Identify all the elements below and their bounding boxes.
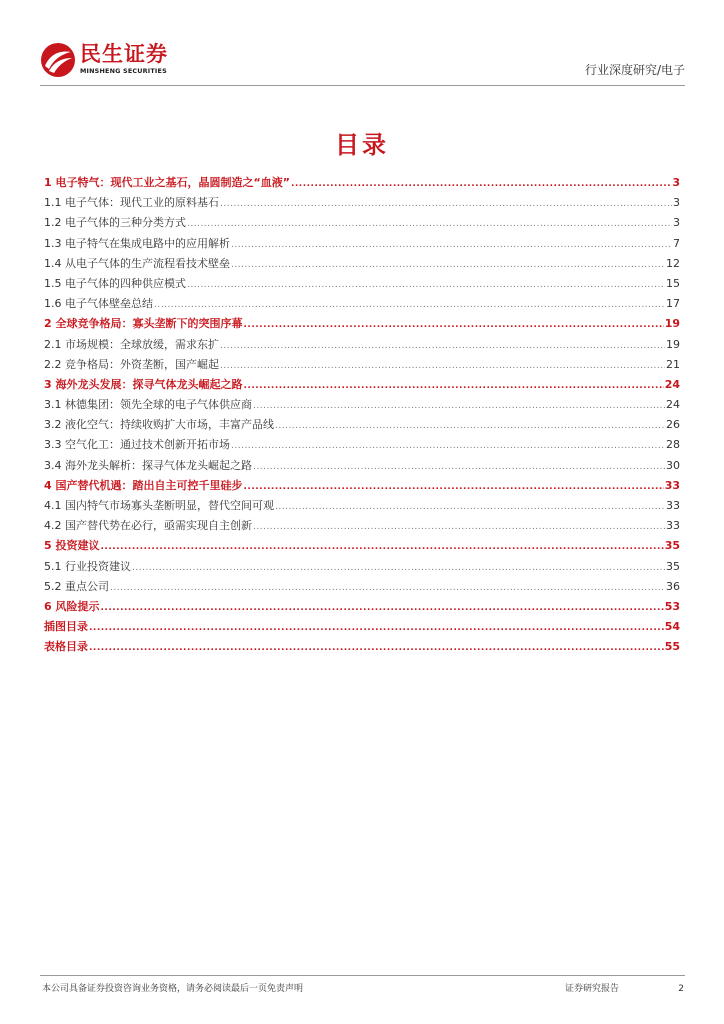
toc-entry-section[interactable] bbox=[44, 617, 680, 637]
toc-dot-leader bbox=[100, 598, 663, 618]
toc-entry-subsection[interactable] bbox=[44, 415, 680, 435]
toc-entry-label: 3 海外龙头发展：探寻气体龙头崛起之路 bbox=[44, 377, 243, 391]
toc-entry-label: 1.2 电子气体的三种分类方式 bbox=[44, 216, 186, 230]
toc-entry-page: 35 bbox=[664, 539, 680, 553]
toc-dot-leader bbox=[89, 618, 664, 638]
minsheng-logo-icon bbox=[40, 42, 76, 78]
page-number: 2 bbox=[678, 984, 684, 994]
toc-entry-page: 36 bbox=[666, 579, 680, 593]
toc-entry-section[interactable] bbox=[44, 536, 680, 556]
toc-entry-section[interactable] bbox=[44, 476, 680, 496]
toc-dot-leader bbox=[132, 558, 665, 578]
toc-dot-leader bbox=[231, 255, 665, 275]
toc-dot-leader bbox=[253, 396, 665, 416]
toc-entry-subsection[interactable] bbox=[44, 557, 680, 577]
toc-entry-page: 33 bbox=[666, 499, 680, 512]
toc-entry-subsection[interactable] bbox=[44, 456, 680, 476]
toc-entry-label: 3.2 液化空气：持续收购扩大市场，丰富产品线 bbox=[44, 418, 274, 432]
toc-entry-label: 1 电子特气：现代工业之基石，晶圆制造之“血液” bbox=[44, 176, 290, 189]
toc-dot-leader bbox=[220, 336, 665, 356]
toc-entry-label: 2 全球竞争格局：寡头垄断下的突围序幕 bbox=[44, 317, 243, 331]
toc-entry-label: 5.1 行业投资建议 bbox=[44, 559, 131, 573]
toc-dot-leader bbox=[275, 497, 665, 517]
minsheng-logo bbox=[40, 40, 180, 80]
toc-entry-page: 19 bbox=[666, 337, 680, 351]
toc-entry-subsection[interactable] bbox=[44, 577, 680, 597]
toc-entry-label: 6 风险提示 bbox=[44, 599, 100, 613]
toc-entry-page: 30 bbox=[666, 458, 680, 472]
toc-entry-subsection[interactable] bbox=[44, 516, 680, 536]
toc-entry-section[interactable] bbox=[44, 375, 680, 395]
toc-dot-leader bbox=[253, 457, 665, 477]
toc-entry-page: 3 bbox=[673, 196, 680, 210]
toc-entry-page: 15 bbox=[666, 276, 680, 290]
toc-dot-leader bbox=[220, 356, 665, 376]
toc-dot-leader bbox=[231, 436, 665, 456]
toc-entry-page: 28 bbox=[666, 438, 680, 452]
logo-text-en: MINSHENG SECURITIES bbox=[80, 67, 167, 75]
toc-entry-subsection[interactable] bbox=[44, 355, 680, 375]
footer-divider bbox=[40, 975, 685, 976]
toc-entry-label: 4.1 国内特气市场寡头垄断明显，替代空间可观 bbox=[44, 499, 274, 512]
toc-entry-section[interactable] bbox=[44, 637, 680, 657]
toc-entry-label: 4.2 国产替代势在必行，亟需实现自主创新 bbox=[44, 519, 252, 533]
toc-entry-page: 53 bbox=[664, 599, 680, 613]
logo-text-cn: 民生证券 bbox=[80, 42, 168, 66]
toc-entry-subsection[interactable] bbox=[44, 193, 680, 213]
toc-entry-label: 3.4 海外龙头解析：探寻气体龙头崛起之路 bbox=[44, 458, 252, 472]
toc-entry-label: 2.2 竞争格局：外资垄断，国产崛起 bbox=[44, 357, 219, 371]
toc-entry-subsection[interactable] bbox=[44, 234, 680, 254]
footer-disclaimer: 本公司具备证券投资咨询业务资格，请务必阅读最后一页免责声明 bbox=[42, 984, 304, 994]
footer-report-type: 证券研究报告 bbox=[565, 984, 620, 994]
toc-entry-label: 1.5 电子气体的四种供应模式 bbox=[44, 276, 186, 290]
toc-entry-subsection[interactable] bbox=[44, 395, 680, 415]
toc-dot-leader bbox=[220, 194, 672, 214]
toc-entry-label: 3.3 空气化工：通过技术创新开拓市场 bbox=[44, 438, 230, 452]
toc-entry-page: 26 bbox=[666, 418, 680, 432]
toc-entry-label: 插图目录 bbox=[44, 620, 88, 634]
toc-dot-leader bbox=[89, 638, 664, 658]
toc-dot-leader bbox=[275, 416, 665, 436]
report-category: 行业深度研究/电子 bbox=[584, 63, 685, 77]
toc-entry-page: 33 bbox=[664, 478, 680, 492]
toc-dot-leader bbox=[243, 376, 663, 396]
toc-entry-label: 表格目录 bbox=[44, 640, 88, 654]
toc-entry-page: 3 bbox=[673, 216, 680, 230]
toc-dot-leader bbox=[231, 235, 672, 255]
toc-entry-subsection[interactable] bbox=[44, 435, 680, 455]
toc-entry-section[interactable] bbox=[44, 314, 680, 334]
toc-dot-leader bbox=[291, 174, 671, 194]
toc-entry-page: 12 bbox=[666, 256, 680, 270]
table-of-contents bbox=[44, 173, 680, 658]
toc-entry-subsection[interactable] bbox=[44, 294, 680, 314]
toc-entry-subsection[interactable] bbox=[44, 254, 680, 274]
toc-entry-section[interactable] bbox=[44, 173, 680, 193]
toc-entry-label: 1.1 电子气体：现代工业的原料基石 bbox=[44, 196, 219, 210]
toc-entry-label: 5.2 重点公司 bbox=[44, 579, 109, 593]
toc-entry-page: 7 bbox=[673, 236, 680, 250]
toc-entry-section[interactable] bbox=[44, 597, 680, 617]
toc-entry-label: 1.6 电子气体壁垒总结 bbox=[44, 297, 153, 311]
toc-title: 目录 bbox=[335, 131, 389, 159]
toc-entry-page: 54 bbox=[664, 620, 680, 634]
toc-dot-leader bbox=[154, 295, 665, 315]
toc-entry-label: 5 投资建议 bbox=[44, 539, 100, 553]
toc-entry-page: 17 bbox=[666, 297, 680, 311]
toc-entry-subsection[interactable] bbox=[44, 335, 680, 355]
toc-entry-page: 21 bbox=[666, 357, 680, 371]
page-header bbox=[40, 40, 685, 84]
toc-entry-page: 55 bbox=[664, 640, 680, 654]
toc-dot-leader bbox=[110, 578, 665, 598]
toc-entry-page: 19 bbox=[664, 317, 680, 331]
toc-entry-subsection[interactable] bbox=[44, 274, 680, 294]
toc-entry-label: 1.4 从电子气体的生产流程看技术壁垒 bbox=[44, 256, 230, 270]
toc-entry-page: 33 bbox=[666, 519, 680, 533]
toc-entry-subsection[interactable] bbox=[44, 213, 680, 233]
toc-entry-page: 35 bbox=[666, 559, 680, 573]
toc-entry-label: 2.1 市场规模：全球放缓，需求东扩 bbox=[44, 337, 219, 351]
header-divider bbox=[40, 85, 685, 86]
toc-entry-page: 24 bbox=[664, 377, 680, 391]
toc-dot-leader bbox=[243, 477, 663, 497]
toc-dot-leader bbox=[187, 275, 665, 295]
toc-entry-page: 24 bbox=[666, 398, 680, 412]
toc-dot-leader bbox=[187, 214, 672, 234]
toc-dot-leader bbox=[100, 537, 663, 557]
toc-entry-label: 3.1 林德集团：领先全球的电子气体供应商 bbox=[44, 398, 252, 412]
toc-entry-subsection[interactable] bbox=[44, 496, 680, 516]
toc-entry-page: 3 bbox=[672, 176, 680, 189]
toc-entry-label: 1.3 电子特气在集成电路中的应用解析 bbox=[44, 236, 230, 250]
toc-dot-leader bbox=[243, 315, 663, 335]
toc-dot-leader bbox=[253, 517, 665, 537]
toc-entry-label: 4 国产替代机遇：踏出自主可控千里硅步 bbox=[44, 478, 243, 492]
